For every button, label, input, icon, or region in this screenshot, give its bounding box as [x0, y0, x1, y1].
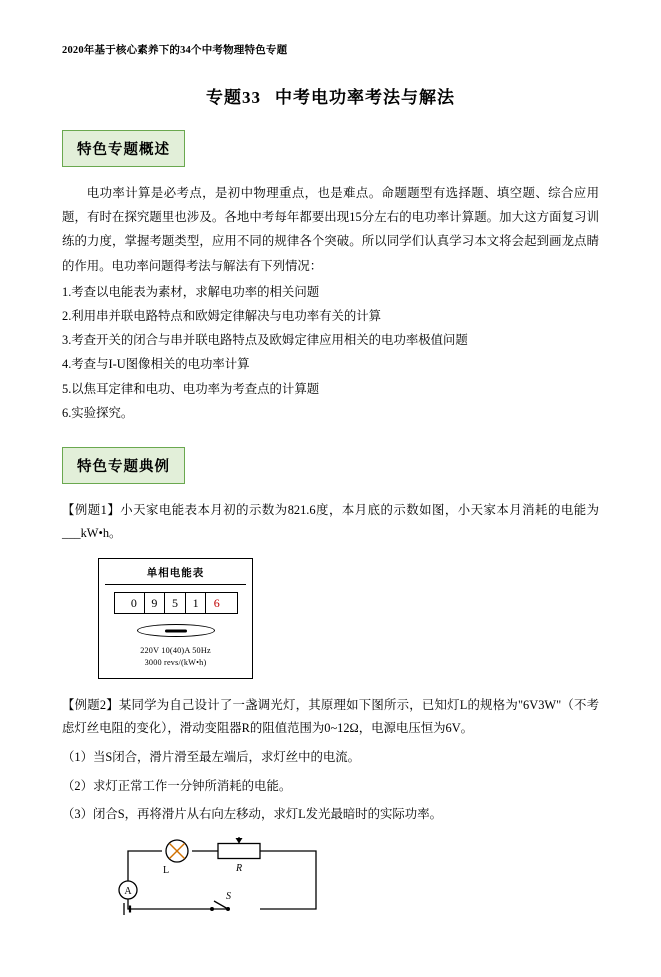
meter-digit: 9 — [145, 593, 166, 613]
example-2-label: 【例题2】 — [62, 697, 119, 712]
page-title-main: 中考电功率考法与解法 — [275, 88, 455, 107]
meter-digit: 5 — [165, 593, 186, 613]
example-1 — [62, 499, 599, 546]
example-2-question: （1）当S闭合，滑片滑至最左端后，求灯丝中的电流。 — [62, 749, 361, 764]
ammeter-symbol — [119, 881, 137, 899]
battery-symbol — [124, 903, 130, 915]
meter-spec-line-1: 220V 10(40)A 50Hz — [140, 646, 211, 655]
meter-digit-display — [114, 592, 238, 614]
overview-paragraph: 电功率计算是必考点，是初中物理重点，也是难点。命题题型有选择题、填空题、综合应用题，有时在探究题里也涉及。各地中考每年都要出现15分左右的电功率计算题。加大这方面复习训练的力度，掌握考题类型，应用不同的规律各个突破。所以同学们认真学习本文将会起到画龙点睛的作用。电功率问题得考法与解法有下列情况： — [62, 186, 599, 273]
list-item: 5.以焦耳定律和电功、电功率为考查点的计算题 — [62, 381, 320, 396]
lamp-symbol — [166, 840, 188, 862]
switch-label: S — [226, 891, 231, 903]
list-item: 1.考查以电能表为素材，求解电功率的相关问题 — [62, 284, 320, 299]
meter-spec-line-2: 3000 revs/(kW•h) — [144, 658, 207, 668]
list-item: 6.实验探究。 — [62, 405, 134, 420]
rheostat-symbol — [218, 837, 260, 859]
overview-list — [62, 280, 599, 425]
meter-digit-decimal: 6 — [213, 596, 220, 610]
section-banner-overview: 特色专题概述 — [62, 130, 185, 167]
example-2-question: （3）闭合S，再将滑片从右向左移动，求灯L发光最暗时的实际功率。 — [62, 807, 442, 822]
example-2 — [62, 694, 599, 741]
section-banner-examples: 特色专题典例 — [62, 447, 185, 484]
lamp-label: L — [163, 865, 170, 877]
circuit-svg — [110, 837, 350, 927]
example-1-label: 【例题1】 — [62, 502, 121, 517]
example-1-text: 小天家电能表本月初的示数为821.6度，本月底的示数如图，小天家本月消耗的电能为___kW•h。 — [62, 502, 599, 541]
list-item: 3.考查开关的闭合与串并联电路特点及欧姆定律应用相关的电功率极值问题 — [62, 333, 468, 348]
circuit-diagram — [110, 837, 599, 927]
document-page — [0, 42, 661, 977]
page-title-prefix: 专题33 — [206, 88, 261, 107]
meter-digit: 1 — [186, 593, 207, 613]
example-2-question: （2）求灯正常工作一分钟所消耗的电能。 — [62, 778, 292, 793]
svg-text:A: A — [124, 886, 132, 898]
electric-meter-figure — [98, 558, 253, 679]
resistor-label: R — [236, 863, 243, 875]
example-2-text: 某同学为自己设计了一盏调光灯，其原理如下图所示，已知灯L的规格为"6V3W"（不考虑灯丝电阻的变化），滑动变阻器R的阻值范围为0~12Ω，电源电压恒为6V。 — [62, 697, 600, 736]
list-item: 4.考查与I-U图像相关的电功率计算 — [62, 357, 250, 372]
meter-title: 单相电能表 — [105, 565, 246, 585]
page-title — [62, 83, 599, 108]
running-head: 2020年基于核心素养下的34个中考物理特色专题 — [62, 45, 288, 56]
meter-digit: 0 — [124, 593, 145, 613]
list-item: 2.利用串并联电路特点和欧姆定律解决与电功率有关的计算 — [62, 308, 382, 323]
meter-rotating-disc — [137, 624, 215, 637]
